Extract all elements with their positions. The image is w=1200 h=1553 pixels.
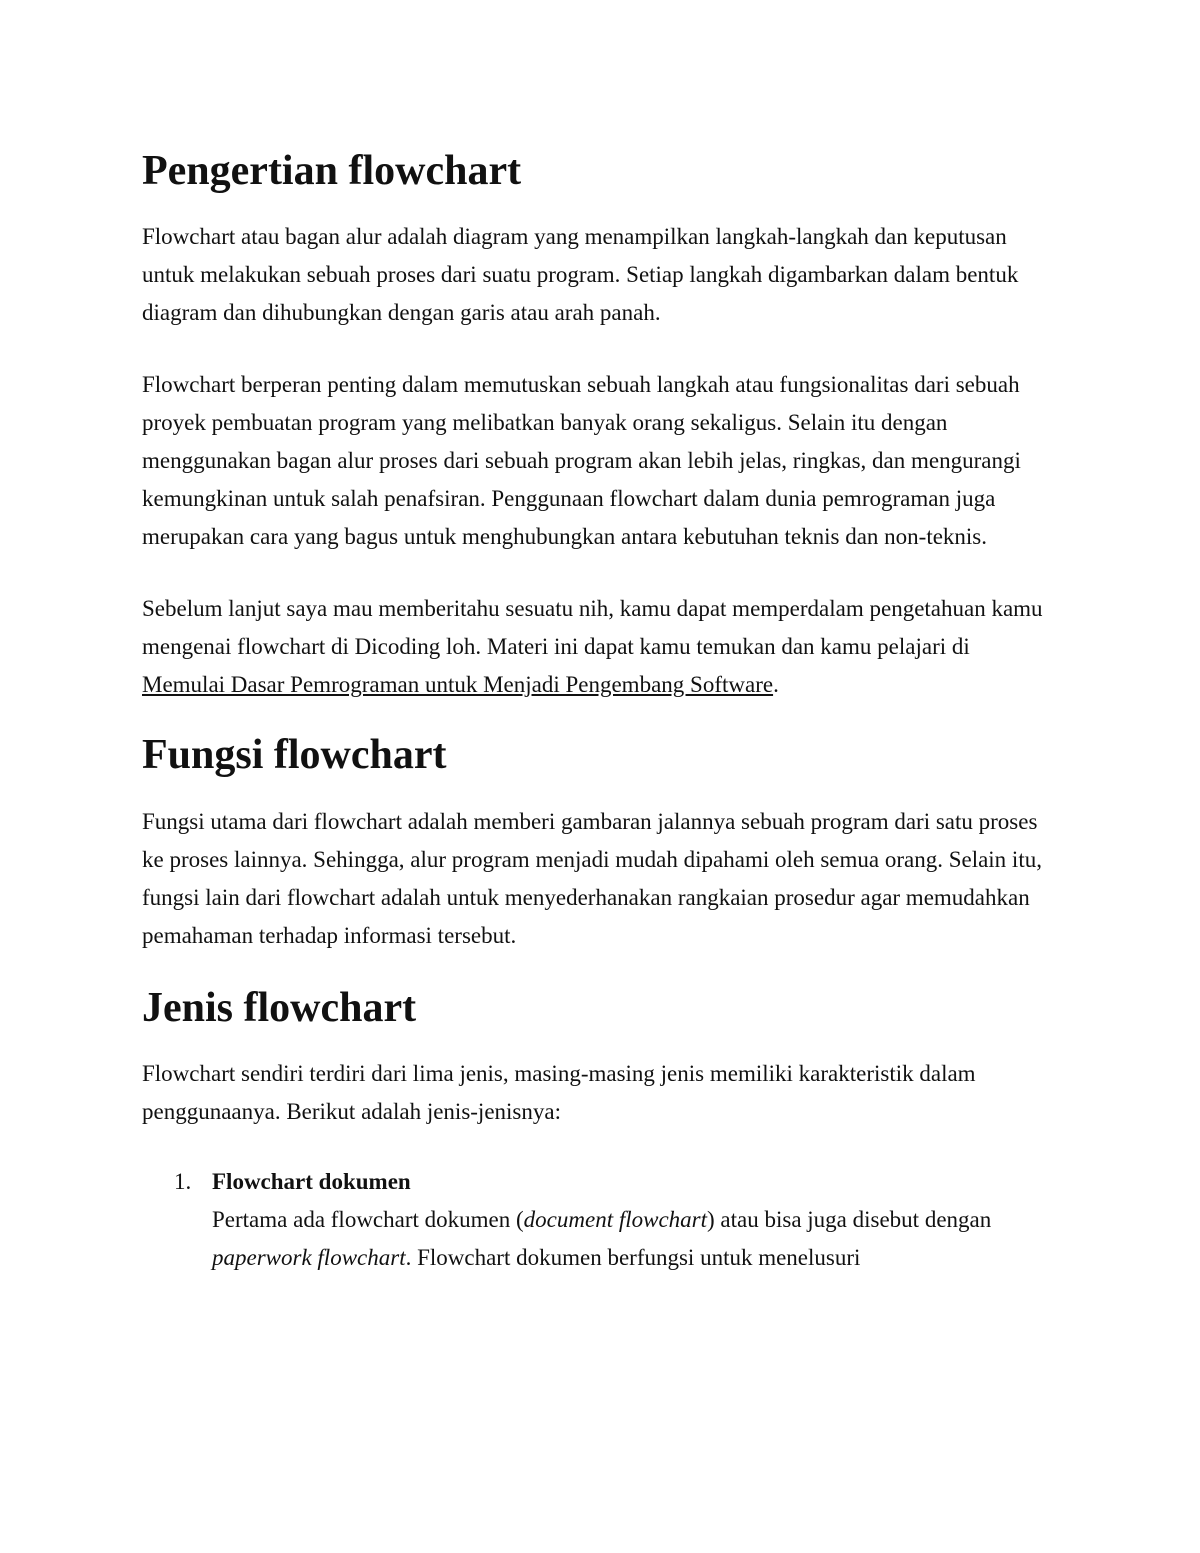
list-item-text-2: ) atau bisa juga disebut dengan (707, 1207, 992, 1233)
paragraph-dicoding-text: Sebelum lanjut saya mau memberitahu sesuatu nih, kamu dapat memperdalam pengetahuan kamu mengenai flowchart di Dicoding loh. Materi ini dapat kamu temukan dan kamu pelajari di (142, 596, 1043, 660)
list-item (142, 1163, 1050, 1277)
list-item-text-3: . Flowchart dokumen berfungsi untuk menelusuri (405, 1245, 861, 1271)
paragraph-types-intro: Flowchart sendiri terdiri dari lima jenis, masing-masing jenis memiliki karakteristik dalam penggunaanya. Berikut adalah jenis-jenisnya: (142, 1061, 976, 1125)
list-item-title: Flowchart dokumen (212, 1169, 411, 1195)
course-link[interactable]: Memulai Dasar Pemrograman untuk Menjadi Pengembang Software (142, 672, 774, 698)
paragraph-dicoding (142, 590, 1050, 704)
paragraph-importance: Flowchart berperan penting dalam memutuskan sebuah langkah atau fungsionalitas dari sebuah proyek pembuatan program yang melibatkan banyak orang sekaligus. Selain itu dengan menggunakan bagan alur proses dari sebuah program akan lebih jelas, ringkas, dan mengurangi kemungkinan untuk salah penafsiran. Penggunaan flowchart dalam dunia pemrograman juga merupakan cara yang bagus untuk menghubungkan antara kebutuhan teknis dan non-teknis. (142, 372, 1021, 550)
paragraph-definition: Flowchart atau bagan alur adalah diagram yang menampilkan langkah-langkah dan keputusan untuk melakukan sebuah proses dari suatu program. Setiap langkah digambarkan dalam bentuk diagram dan dihubungkan dengan garis atau arah panah. (142, 224, 1019, 326)
list-item-text-1: Pertama ada flowchart dokumen ( (212, 1207, 524, 1233)
paragraph-dicoding-end: . (773, 672, 779, 698)
heading-pengertian-flowchart: Pengertian flowchart (142, 148, 522, 194)
list-item-emphasis-1: document flowchart (523, 1207, 708, 1233)
types-list (142, 1163, 1050, 1277)
heading-jenis-flowchart: Jenis flowchart (142, 984, 417, 1031)
paragraph-function: Fungsi utama dari flowchart adalah memberi gambaran jalannya sebuah program dari satu proses ke proses lainnya. Sehingga, alur program menjadi mudah dipahami oleh semua orang. Selain itu, fungsi lain dari flowchart adalah untuk menyederhanakan rangkaian prosedur agar memudahkan pemahaman terhadap informasi tersebut. (142, 808, 1042, 948)
list-item-number: 1. (174, 1169, 192, 1195)
list-item-emphasis-2: paperwork flowchart (212, 1245, 406, 1271)
heading-fungsi-flowchart: Fungsi flowchart (142, 732, 447, 779)
